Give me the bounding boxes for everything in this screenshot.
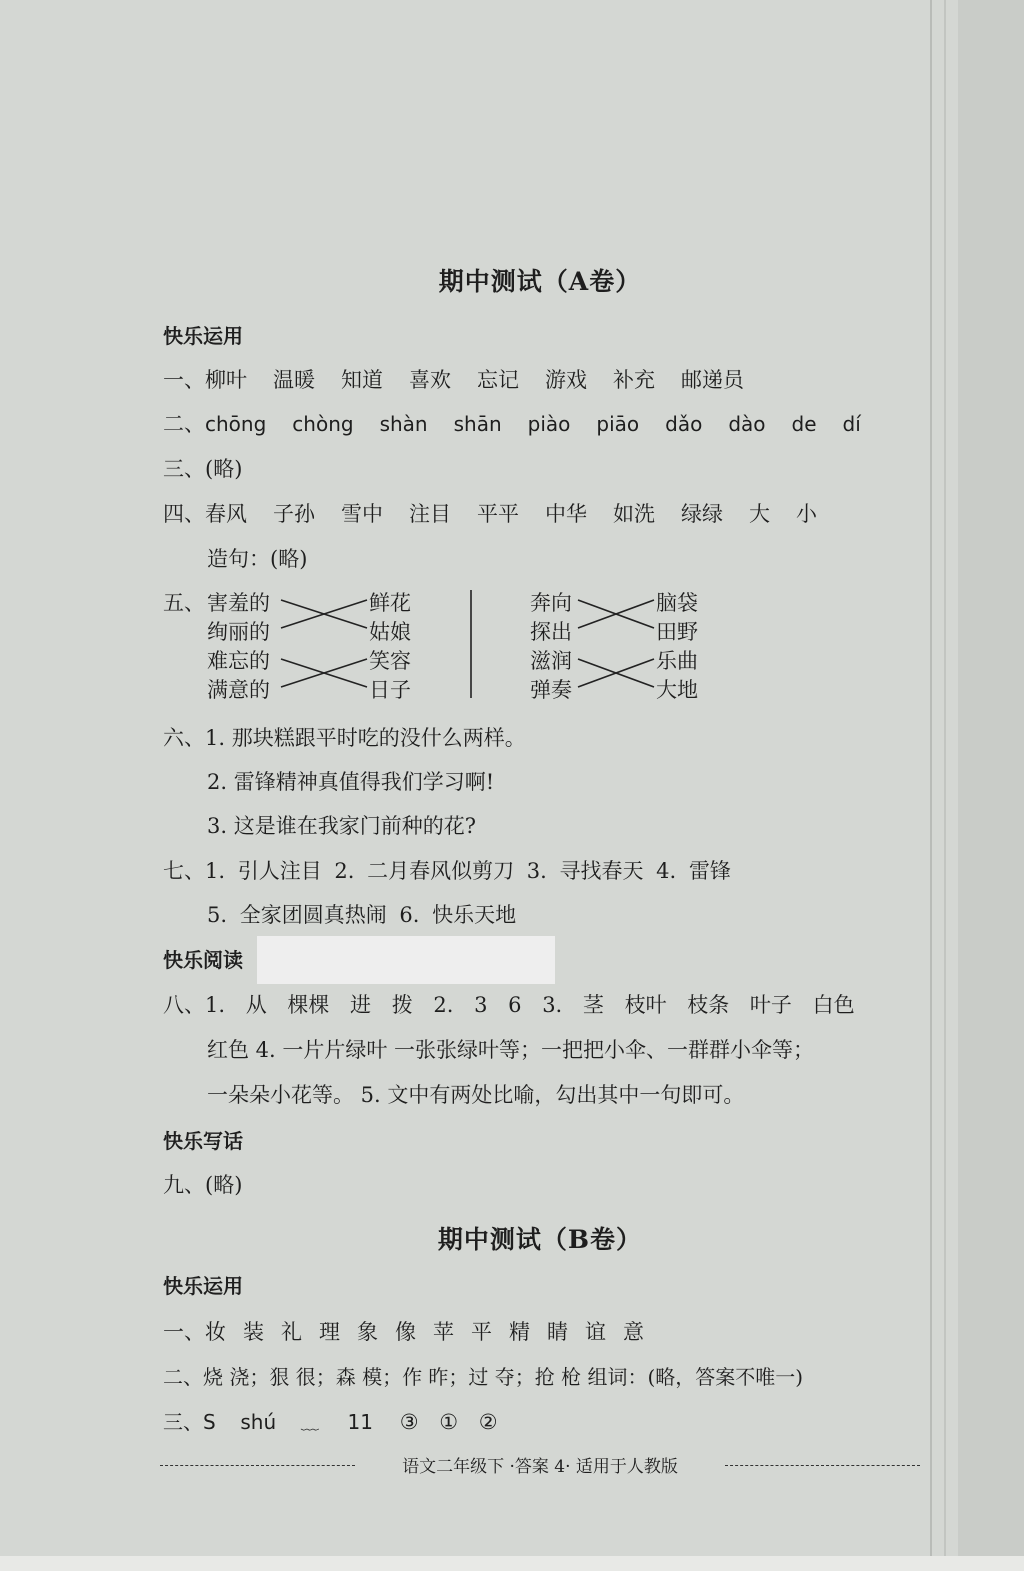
match-left-item: 难忘的 xyxy=(207,649,270,673)
section-happy-use: 快乐运用 xyxy=(163,324,243,348)
answer-b-q2: 二、烧 浇；狠 很；森 模；作 昨；过 夺；抢 枪 组词：(略，答案不唯一) xyxy=(163,1365,804,1389)
match-right-target: 脑袋 xyxy=(656,591,698,615)
answer-q8-1: 八、1. 从 棵棵 进 拨 2. 3 6 3. 茎 枝叶 枝条 叶子 白色 xyxy=(163,993,855,1017)
footer-rule xyxy=(160,1465,355,1466)
answer-q5-prefix: 五、 xyxy=(163,591,205,615)
match-right-target: 乐曲 xyxy=(656,649,698,673)
answer-q4: 四、春风 子孙 雪中 注目 平平 中华 如洗 绿绿 大 小 xyxy=(163,502,817,526)
answer-b-q1: 一、妆 装 礼 理 象 像 苹 平 精 睛 谊 意 xyxy=(163,1320,644,1344)
answer-q6-1: 六、1. 那块糕跟平时吃的没什么两样。 xyxy=(163,726,526,750)
match-right-item: 奔向 xyxy=(530,591,572,615)
footer-text: 语文二年级下 ·答案 4· 适用于人教版 xyxy=(402,1457,678,1477)
answer-q3: 三、(略) xyxy=(163,457,243,481)
match-right-item: 探出 xyxy=(530,620,572,644)
test-a-title: 期中测试（A卷） xyxy=(438,267,642,296)
answer-q7-2: 5. 全家团圆真热闹 6. 快乐天地 xyxy=(207,903,517,927)
test-b-title: 期中测试（B卷） xyxy=(437,1225,643,1254)
match-right-item: 滋润 xyxy=(530,649,572,673)
page-footer xyxy=(160,1452,920,1478)
answer-q6-3: 3. 这是谁在我家门前种的花? xyxy=(207,814,476,838)
match-left-target: 姑娘 xyxy=(369,620,411,644)
match-left-target: 日子 xyxy=(369,678,411,702)
match-left-target: 鲜花 xyxy=(369,591,411,615)
match-left-item: 绚丽的 xyxy=(207,620,270,644)
match-left-target: 笑容 xyxy=(369,649,411,673)
section-happy-reading: 快乐阅读 xyxy=(163,948,243,972)
section-happy-use-b: 快乐运用 xyxy=(163,1274,243,1298)
answer-q9: 九、(略) xyxy=(163,1173,243,1197)
scan-border xyxy=(0,1556,1024,1571)
match-right-item: 弹奏 xyxy=(530,678,572,702)
footer-rule xyxy=(725,1465,920,1466)
answer-q1: 一、柳叶 温暖 知道 喜欢 忘记 游戏 补充 邮递员 xyxy=(163,368,744,392)
section-happy-writing: 快乐写话 xyxy=(163,1129,243,1153)
match-left-item: 满意的 xyxy=(207,678,270,702)
answer-q6-2: 2. 雷锋精神真值得我们学习啊! xyxy=(207,770,495,794)
answer-q8-2: 红色 4. 一片片绿叶 一张张绿叶等；一把把小伞、一群群小伞等； xyxy=(207,1038,815,1062)
answer-b-q3: 三、S shú ﹏ 11 ③ ① ② xyxy=(163,1410,498,1434)
match-left-item: 害羞的 xyxy=(207,591,270,615)
answer-q2: 二、chōng chòng shàn shān piào piāo dǎo dào de dí xyxy=(163,412,861,436)
answer-q4-sentence: 造句：(略) xyxy=(207,547,308,571)
match-right-target: 田野 xyxy=(656,620,698,644)
match-right-target: 大地 xyxy=(656,678,698,702)
answer-q8-3: 一朵朵小花等。 5. 文中有两处比喻，勾出其中一句即可。 xyxy=(207,1083,745,1107)
matching-lines xyxy=(0,0,1024,760)
redaction-box xyxy=(257,936,555,984)
answer-q7-1: 七、1. 引人注目 2. 二月春风似剪刀 3. 寻找春天 4. 雷锋 xyxy=(163,859,731,883)
